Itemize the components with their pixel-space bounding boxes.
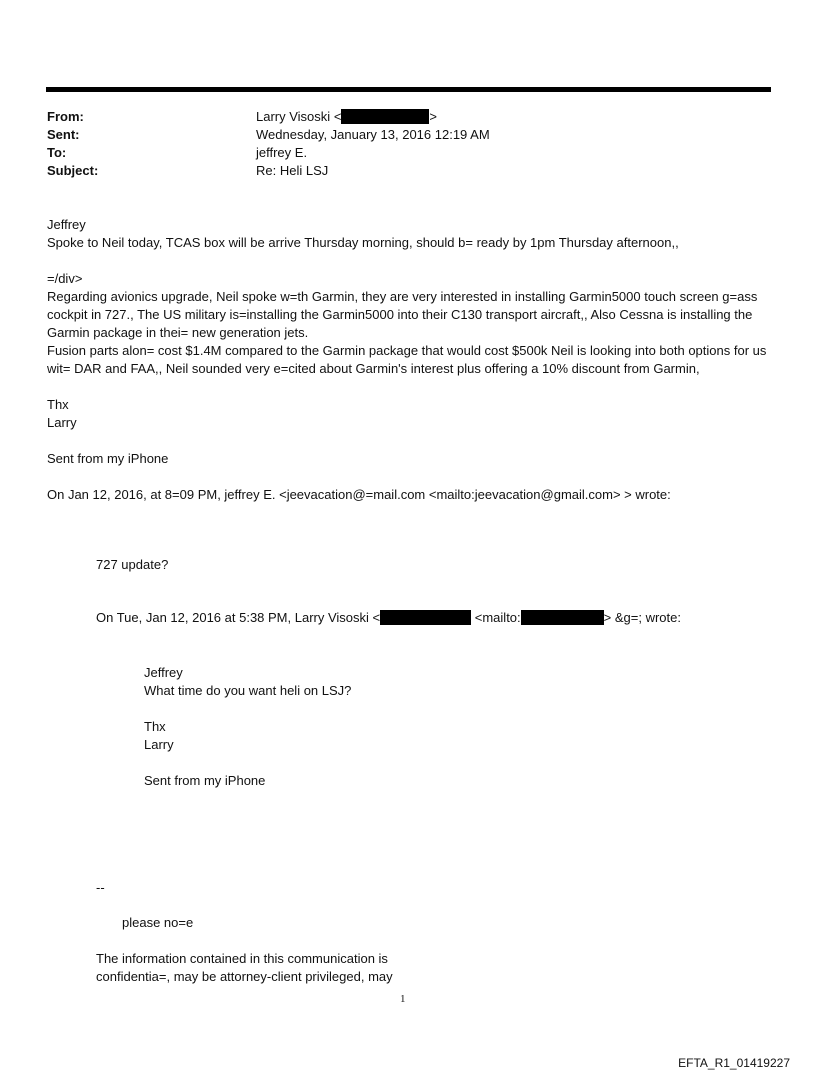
subject-value: Re: Heli LSJ [256,163,329,178]
quoted-header-suffix: > &g=; wrote: [603,610,681,625]
quoted-question: What time do you want heli on LSJ? [144,683,352,698]
confidentiality-line: confidentia=, may be attorney-client privileged, may [96,969,393,984]
quoted-message-2 [144,664,351,790]
from-row [47,108,490,126]
to-value: jeffrey E. [256,145,308,160]
redaction-box [521,610,604,625]
message-body [47,216,777,504]
to-label: To: [47,145,67,160]
sent-label: Sent: [47,127,80,142]
message-line: Spoke to Neil today, TCAS box will be arrive Thursday morning, should b= ready by 1pm Thursday afternoon,, [47,235,679,250]
greeting: Jeffrey [47,217,86,232]
document-id: EFTA_R1_01419227 [678,1056,790,1070]
quoted-sent-from: Sent from my iPhone [144,773,266,788]
thanks-line: Thx [47,397,69,412]
sent-from-line: Sent from my iPhone [47,451,169,466]
quote-header-line: On Jan 12, 2016, at 8=09 PM, jeffrey E. <jeevacation@=mail.com <mailto:jeevacation@gmail.com> > wrote: [47,487,671,502]
quoted-greeting: Jeffrey [144,665,183,680]
quoted-header-2 [96,609,681,627]
sent-value: Wednesday, January 13, 2016 12:19 AM [256,127,490,142]
from-gt: > [429,109,437,124]
page-number: 1 [400,993,406,1005]
quoted-header-lt: < [372,610,381,625]
paragraph-fusion: Fusion parts alon= cost $1.4M compared to the Garmin package that would cost $500k Neil is looking into both options for us wit= DAR and FAA,, Neil sounded very e=cited about Garmin's interest plus offering a 10% discount from Garmin, [47,343,767,376]
from-value [256,108,437,126]
confidentiality-notice [96,950,393,986]
signature-name: Larry [47,415,77,430]
quoted-signature: Larry [144,737,174,752]
header-rule [46,87,771,92]
subject-row [47,162,490,180]
div-tag-line: =/div> [47,271,83,286]
subject-label: Subject: [47,163,99,178]
quoted-header-mailto: <mailto: [474,610,521,625]
quoted-thanks: Thx [144,719,166,734]
quoted-reply-text: 727 update? [96,557,169,572]
from-label: From: [47,109,84,124]
paragraph-avionics: Regarding avionics upgrade, Neil spoke w=th Garmin, they are very interested in installing Garmin5000 touch screen g=ass cockpit in 727., The US military is=installing the Garmin5000 into their C130 transport aircraft,, Also Cessna is installing the Garmin package in thei= new generation jets. [47,289,758,340]
sent-row [47,126,490,144]
quoted-header-prefix: On Tue, Jan 12, 2016 at 5:38 PM, Larry Visoski [96,610,369,625]
please-note-line: please no=e [122,915,194,930]
from-name: Larry Visoski [256,109,331,124]
redaction-box [380,610,471,625]
email-header [47,108,490,180]
from-lt: < [333,109,342,124]
to-row [47,144,490,162]
confidentiality-line: The information contained in this communication is [96,951,388,966]
redaction-box [341,109,429,124]
signature-dashes: -- [96,880,105,895]
